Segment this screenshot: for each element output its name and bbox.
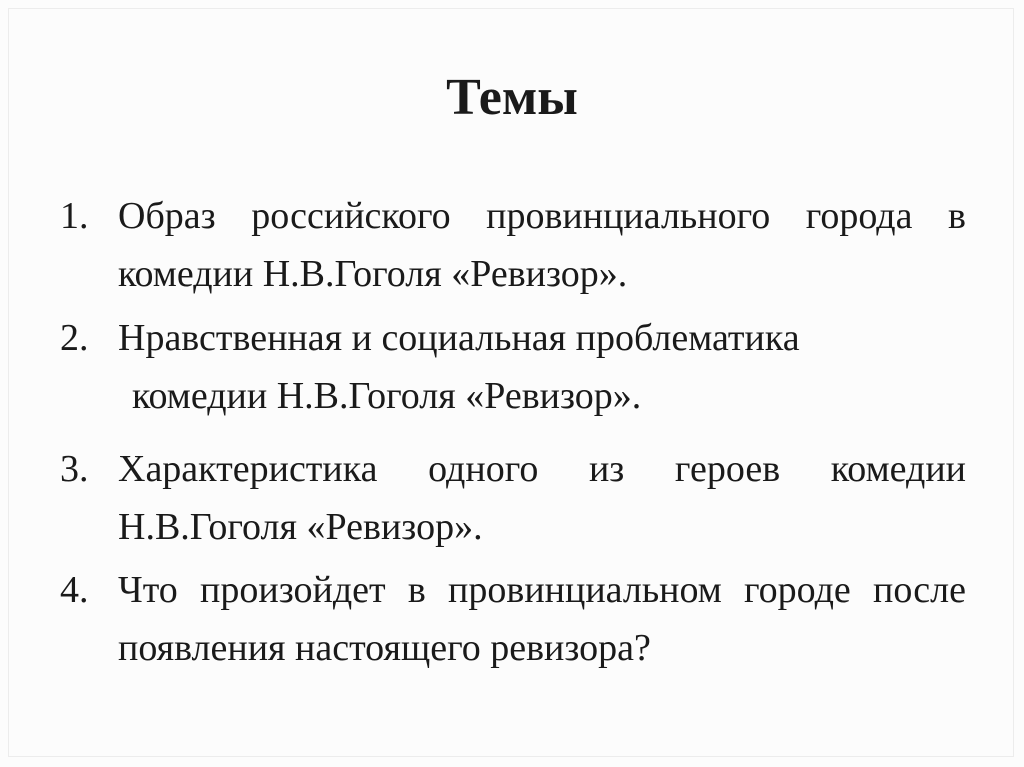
topic-number: 3. <box>60 448 89 490</box>
topic-text: Нравственная и социальная проблематика <box>118 317 800 359</box>
topic-text: Образ российского провинциального города в комедии Н.В.Гоголя «Ревизор». <box>118 195 966 295</box>
topic-item-4 <box>60 561 966 677</box>
topic-number: 4. <box>60 569 89 611</box>
topic-text: Характеристика одного из героев комедии Н.В.Гоголя «Ревизор». <box>118 448 966 548</box>
topic-number: 1. <box>60 195 89 237</box>
slide-title: Темы <box>446 69 578 126</box>
topic-item-2 <box>60 309 966 425</box>
topic-item-3 <box>60 440 966 556</box>
topic-item-1 <box>60 187 966 303</box>
topic-text-continuation: комедии Н.В.Гоголя «Ревизор». <box>132 375 642 417</box>
topic-text: Что произойдет в провинциальном городе после появления настоящего ревизора? <box>118 569 966 669</box>
topic-number: 2. <box>60 317 89 359</box>
